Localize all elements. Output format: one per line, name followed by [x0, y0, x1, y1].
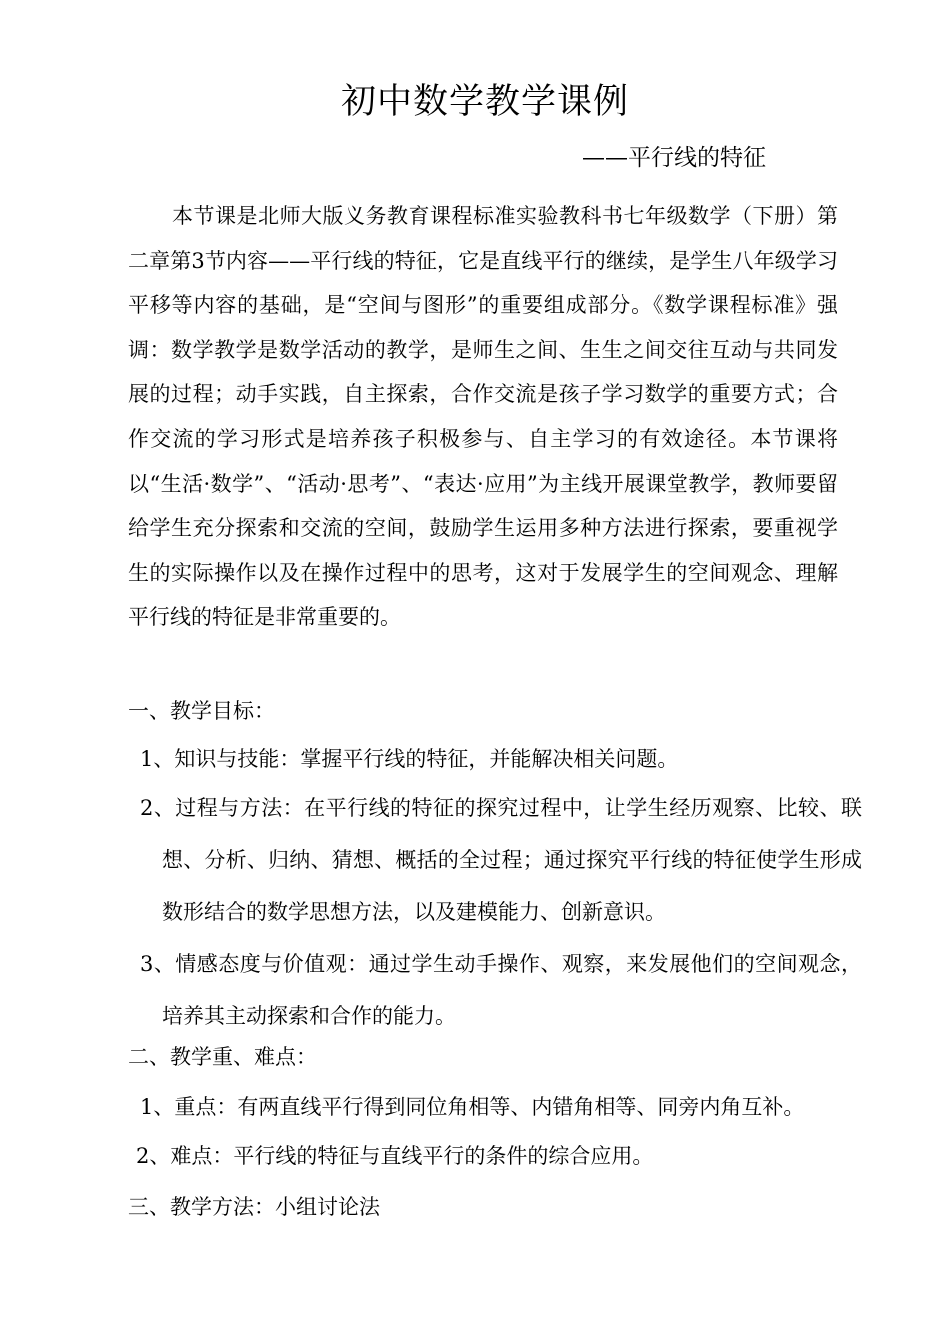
section-3-heading: 三、教学方法：小组讨论法: [128, 1195, 380, 1219]
objective-item-3: 3、情感态度与价值观：通过学生动手操作、观察，来发展他们的空间观念，培养其主动探索和合作的能力。: [140, 952, 862, 1028]
key-point-item: 1、重点：有两直线平行得到同位角相等、内错角相等、同旁内角互补。: [140, 1095, 805, 1119]
difficult-point-item: 2、难点：平行线的特征与直线平行的条件的综合应用。: [136, 1144, 654, 1168]
section-1-heading: 一、教学目标：: [128, 699, 275, 723]
objective-item-1: 1、知识与技能：掌握平行线的特征，并能解决相关问题。: [140, 747, 679, 771]
document-title: 初中数学教学课例: [340, 82, 629, 122]
objective-item-2: 2、过程与方法：在平行线的特征的探究过程中，让学生经历观察、比较、联想、分析、归纳、猜想、概括的全过程；通过探究平行线的特征使学生形成数形结合的数学思想方法，以及建模能力、创新意识。: [140, 796, 862, 924]
section-2-heading: 二、教学重、难点：: [128, 1045, 317, 1069]
intro-paragraph: 本节课是北师大版义务教育课程标准实验教科书七年级数学（下册）第二章第3节内容——平行线的特征，它是直线平行的继续，是学生八年级学习平移等内容的基础，是“空间与图形”的重要组成部分。《数学课程标准》强调：数学教学是数学活动的教学，是师生之间、生生之间交往互动与共同发展的过程；动手实践，自主探索，合作交流是孩子学习数学的重要方式；合作交流的学习形式是培养孩子积极参与、自主学习的有效途径。本节课将以“生活·数学”、“活动·思考”、“表达·应用”为主线开展课堂教学，教师要留给学生充分探索和交流的空间，鼓励学生运用多种方法进行探索，要重视学生的实际操作以及在操作过程中的思考，这对于发展学生的空间观念、理解平行线的特征是非常重要的。: [128, 204, 838, 630]
document-subtitle: ——平行线的特征: [582, 145, 766, 171]
